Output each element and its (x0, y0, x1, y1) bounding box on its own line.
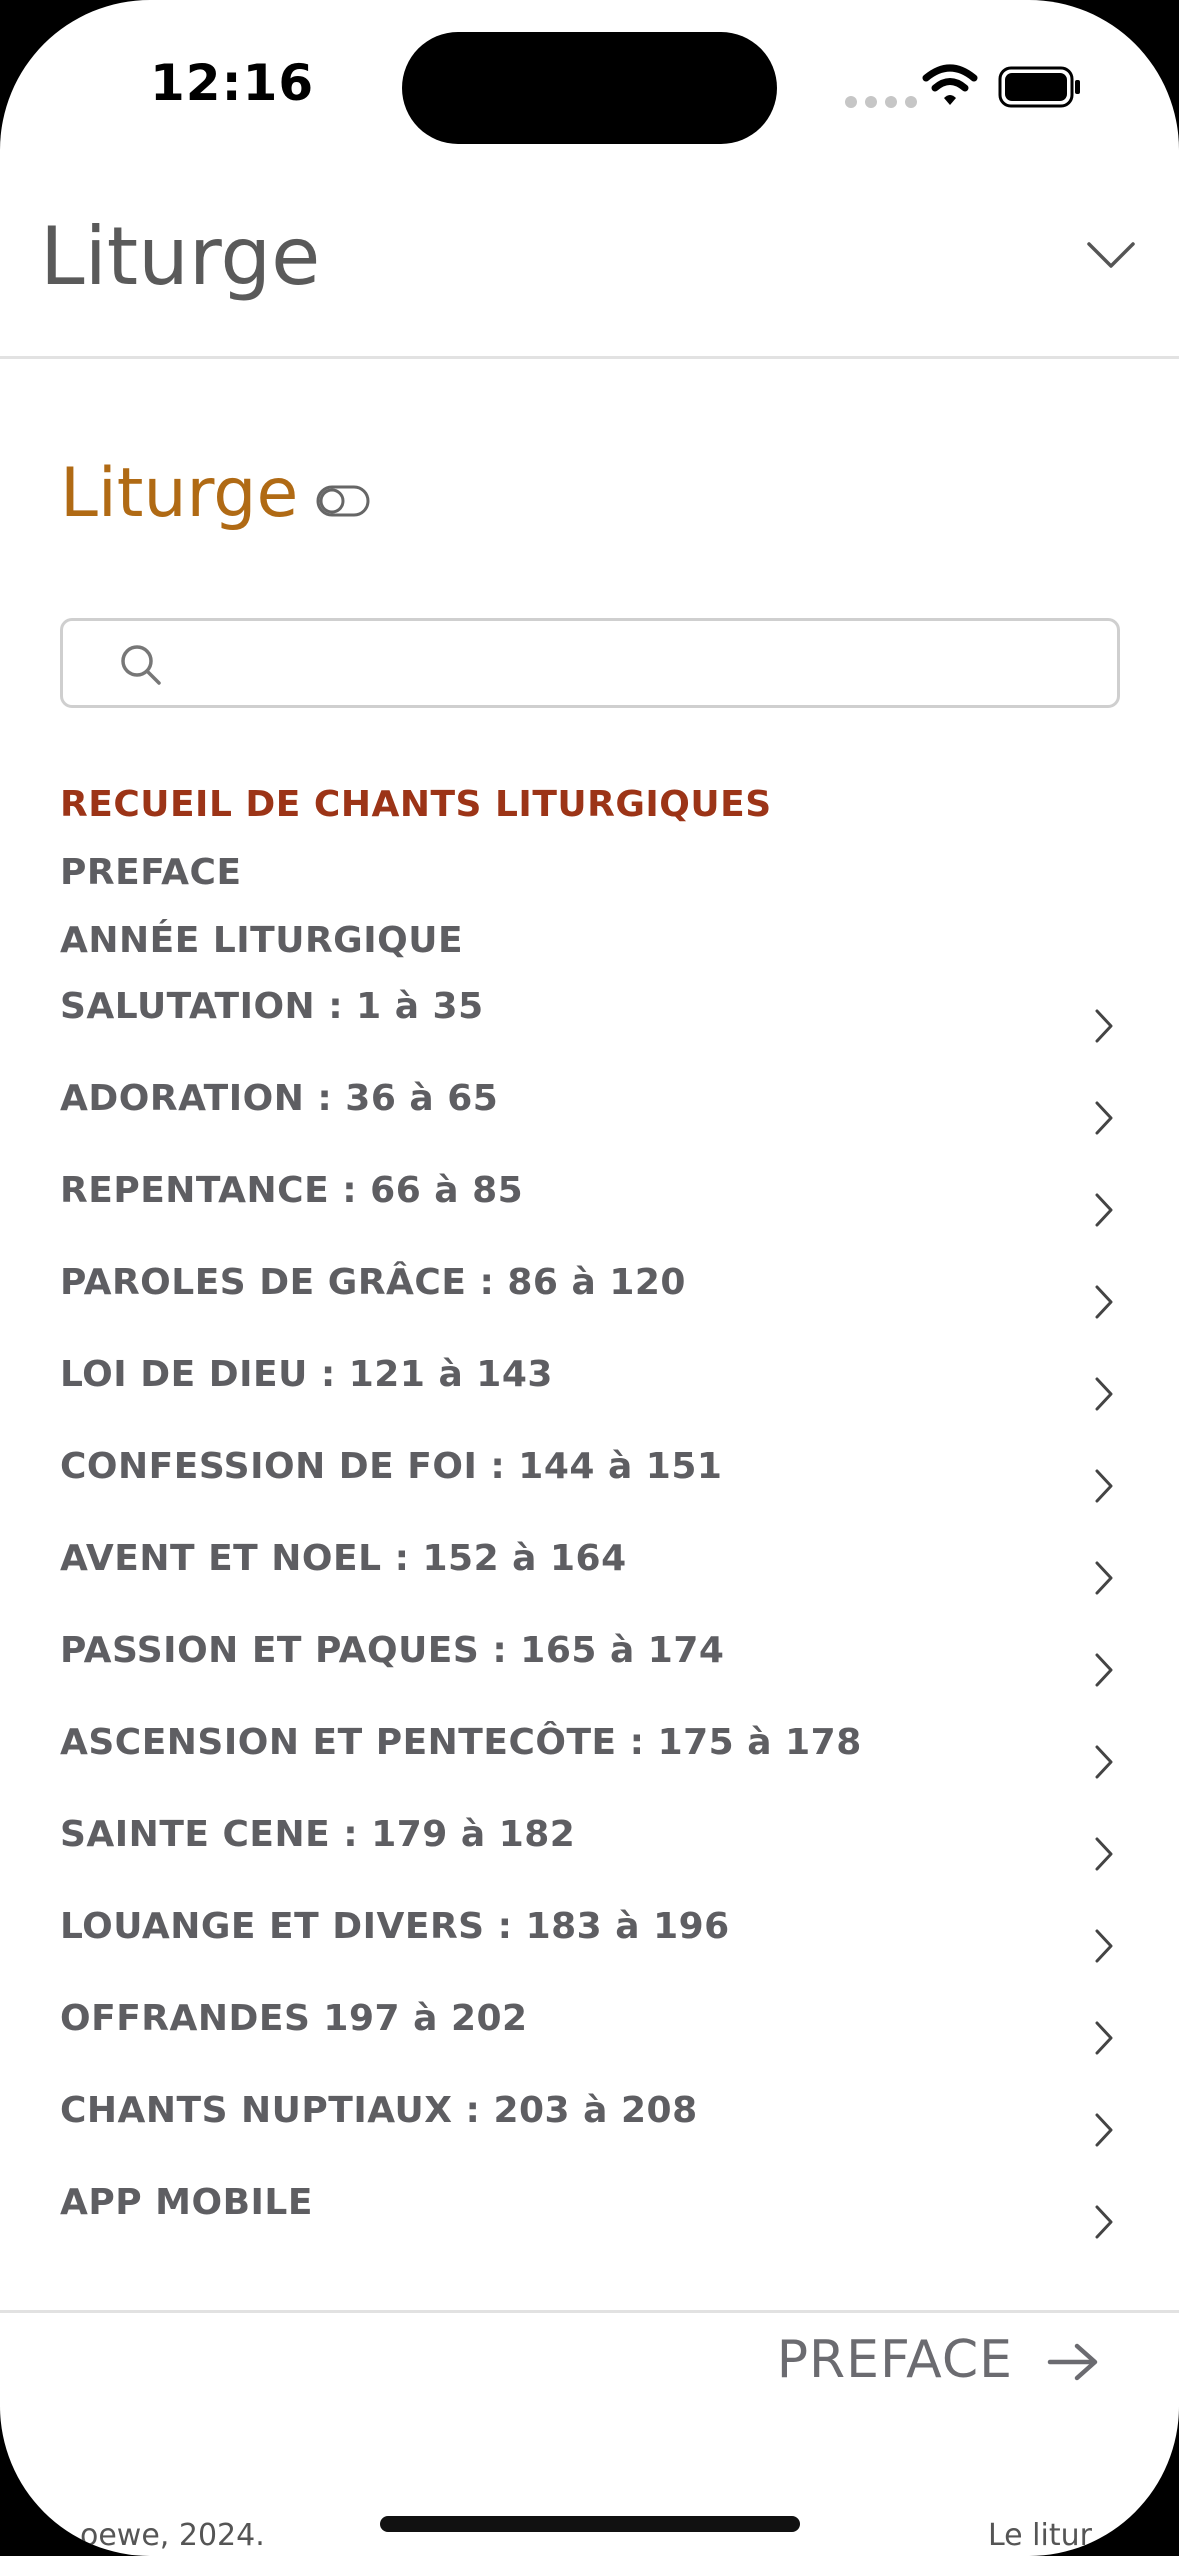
list-item-label: REPENTANCE : 66 à 85 (60, 1170, 524, 1211)
list-item-label: AVENT ET NOEL : 152 à 164 (60, 1538, 627, 1579)
list-item[interactable] (0, 1716, 1179, 1808)
heading-recueil[interactable]: RECUEIL DE CHANTS LITURGIQUES (60, 784, 772, 825)
search-icon (119, 643, 163, 687)
list-item[interactable] (0, 2176, 1179, 2268)
list-item[interactable] (0, 1624, 1179, 1716)
search-box[interactable] (60, 618, 1120, 708)
chevron-right-icon (1094, 2020, 1114, 2056)
chevron-right-icon (1094, 1100, 1114, 1136)
cellular-signal-icon (845, 96, 917, 108)
list-item-label: OFFRANDES 197 à 202 (60, 1998, 528, 2039)
chevron-right-icon (1094, 1008, 1114, 1044)
list-item-label: LOI DE DIEU : 121 à 143 (60, 1354, 553, 1395)
chevron-right-icon (1094, 1652, 1114, 1688)
footer-divider (0, 2310, 1179, 2313)
list-item-label: CHANTS NUPTIAUX : 203 à 208 (60, 2090, 698, 2131)
chevron-down-icon[interactable] (1086, 240, 1136, 270)
chevron-right-icon (1094, 1468, 1114, 1504)
list-item[interactable] (0, 1900, 1179, 1992)
list-item[interactable] (0, 1532, 1179, 1624)
battery-icon (998, 66, 1082, 108)
chevron-right-icon (1094, 1744, 1114, 1780)
list-item-label: LOUANGE ET DIVERS : 183 à 196 (60, 1906, 730, 1947)
list-item[interactable] (0, 1072, 1179, 1164)
wifi-icon (922, 64, 978, 108)
chevron-right-icon (1094, 1192, 1114, 1228)
list-item[interactable] (0, 1440, 1179, 1532)
home-indicator[interactable] (380, 2516, 800, 2532)
list-item[interactable] (0, 1348, 1179, 1440)
chevron-right-icon (1094, 2204, 1114, 2240)
toggle-icon[interactable] (316, 485, 370, 517)
chevron-right-icon (1094, 1376, 1114, 1412)
chevron-right-icon (1094, 1836, 1114, 1872)
dynamic-island (402, 32, 777, 144)
content-title: Liturge (60, 454, 299, 533)
list-item[interactable] (0, 1164, 1179, 1256)
list-item-label: CONFESSION DE FOI : 144 à 151 (60, 1446, 723, 1487)
footer-right-text: Le litur (988, 2518, 1092, 2553)
list-item[interactable] (0, 1256, 1179, 1348)
list-item[interactable] (0, 2084, 1179, 2176)
app-header (0, 190, 1179, 359)
list-item[interactable] (0, 1808, 1179, 1900)
list-item-label: SALUTATION : 1 à 35 (60, 986, 484, 1027)
list-item-label: PASSION ET PAQUES : 165 à 174 (60, 1630, 725, 1671)
search-input[interactable] (183, 631, 1087, 697)
content-title-row (60, 454, 370, 533)
chevron-right-icon (1094, 1928, 1114, 1964)
status-time: 12:16 (150, 54, 315, 112)
arrow-right-icon (1047, 2342, 1099, 2382)
heading-annee-liturgique[interactable]: ANNÉE LITURGIQUE (60, 920, 464, 961)
next-page-label: PREFACE (776, 2330, 1013, 2390)
list-item-label: ASCENSION ET PENTECÔTE : 175 à 178 (60, 1722, 862, 1763)
chevron-right-icon (1094, 2112, 1114, 2148)
list-item-label: PAROLES DE GRÂCE : 86 à 120 (60, 1262, 686, 1303)
list-item-label: ADORATION : 36 à 65 (60, 1078, 499, 1119)
chevron-right-icon (1094, 1284, 1114, 1320)
chevron-right-icon (1094, 1560, 1114, 1596)
heading-preface[interactable]: PREFACE (60, 852, 242, 893)
list-item[interactable] (0, 980, 1179, 1072)
footer-copyright: oewe, 2024. (80, 2518, 265, 2553)
next-page-link[interactable] (777, 2330, 1099, 2390)
list-item[interactable] (0, 1992, 1179, 2084)
list-item-label: APP MOBILE (60, 2182, 313, 2223)
list-item-label: SAINTE CENE : 179 à 182 (60, 1814, 576, 1855)
app-title: Liturge (40, 210, 321, 303)
